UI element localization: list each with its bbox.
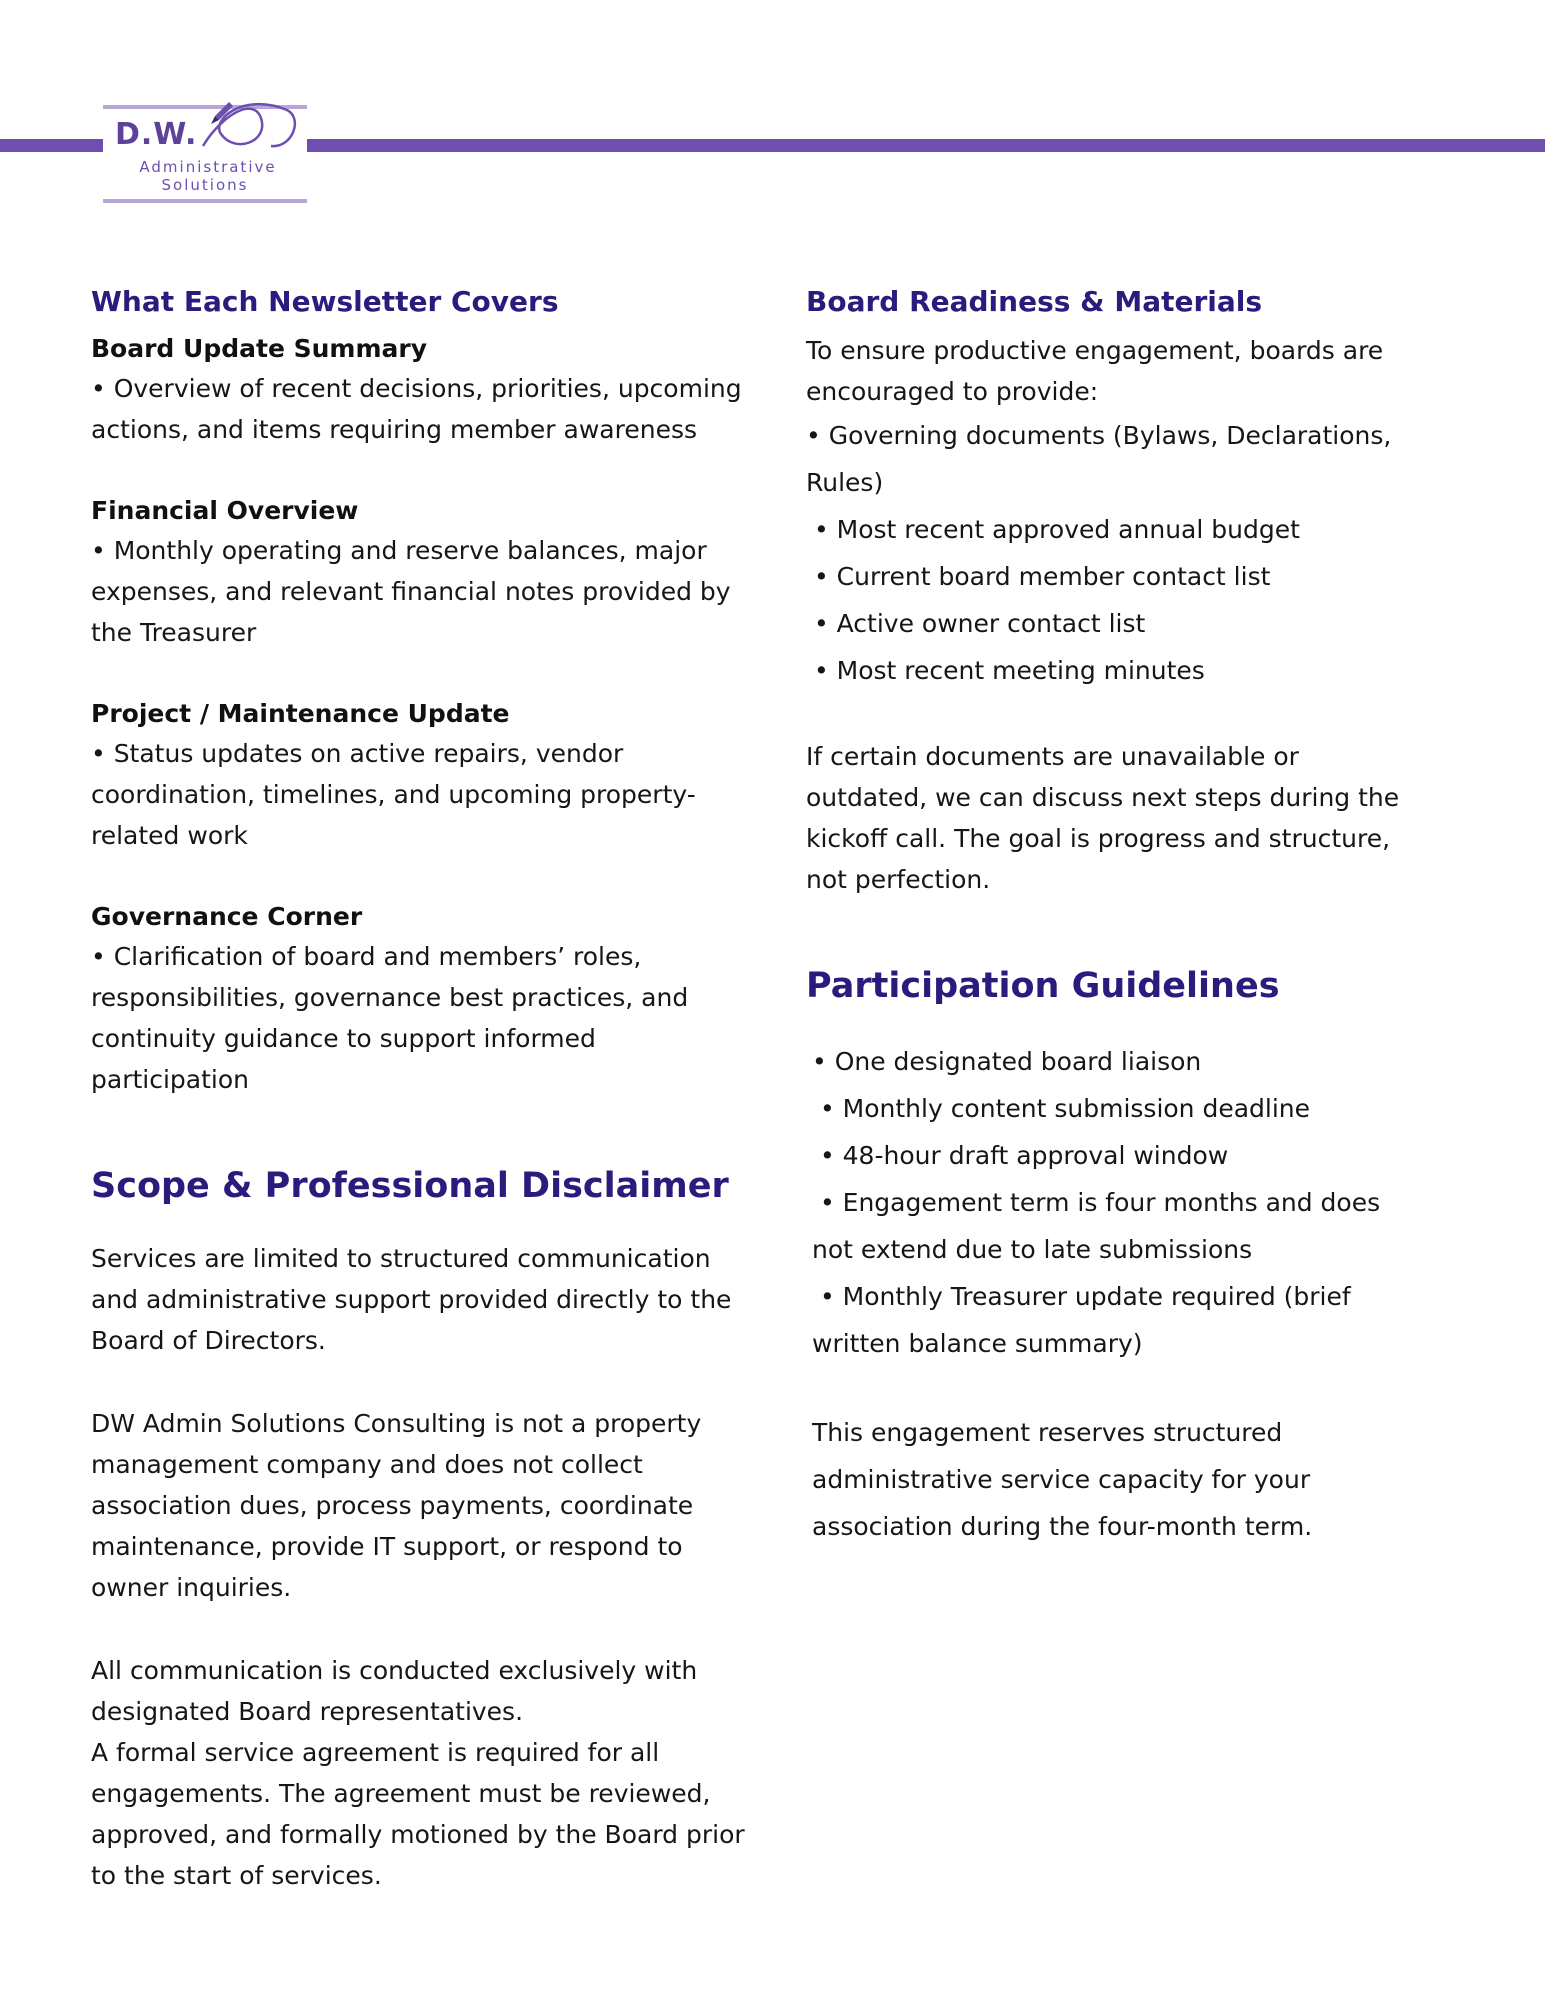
newsletter-item-governance xyxy=(91,898,751,1100)
newsletter-item-body: • Status updates on active repairs, vendor coordination, timelines, and upcoming property-related work xyxy=(91,739,696,850)
newsletter-item-heading: Financial Overview xyxy=(91,496,359,525)
list-item: • Governing documents (Bylaws, Declarations, Rules) xyxy=(806,421,1392,497)
scope-paragraph: Services are limited to structured communication and administrative support provided directly to the Board of Directors. xyxy=(91,1244,732,1355)
newsletter-item-heading: Governance Corner xyxy=(91,902,363,931)
list-item: • Monthly Treasurer update required (brief written balance summary) xyxy=(812,1282,1359,1358)
materials-list xyxy=(806,412,1426,694)
disclaimer-paragraph: DW Admin Solutions Consulting is not a property management company and does not collect association dues, process payments, coordinate maintenance, provide IT support, or respond to owner inquiries. xyxy=(91,1409,702,1602)
readiness-intro: To ensure productive engagement, boards are encouraged to provide: xyxy=(806,336,1384,406)
logo-tagline-line1: Administrative xyxy=(139,158,277,176)
newsletter-item-financial xyxy=(91,492,751,653)
guidelines-list xyxy=(806,1038,1426,1367)
list-item: • Current board member contact list xyxy=(806,562,1271,591)
closing-paragraph: This engagement reserves structured administrative service capacity for your association during the four-month term. xyxy=(812,1418,1313,1541)
newsletter-item-board-update xyxy=(91,330,751,450)
newsletter-item-body: • Monthly operating and reserve balances, major expenses, and relevant financial notes provided by the Treasurer xyxy=(91,536,731,647)
communication-paragraph: All communication is conducted exclusively with designated Board representatives. xyxy=(91,1656,698,1726)
logo xyxy=(103,96,307,208)
scope-disclaimer-heading: Scope & Professional Disclaimer xyxy=(91,1166,729,1206)
participation-guidelines-heading: Participation Guidelines xyxy=(806,966,1280,1006)
logo-tagline-line2: Solutions xyxy=(161,176,249,194)
newsletter-item-body: • Clarification of board and members’ roles, responsibilities, governance best practices, and continuity guidance to support informed participation xyxy=(91,942,689,1094)
list-item: • 48-hour draft approval window xyxy=(812,1141,1229,1170)
list-item: • Monthly content submission deadline xyxy=(812,1094,1311,1123)
logo-brand: D.W. xyxy=(115,117,198,152)
list-item: • Most recent meeting minutes xyxy=(806,656,1205,685)
newsletter-item-project xyxy=(91,695,751,856)
readiness-note: If certain documents are unavailable or outdated, we can discuss next steps during the kickoff call. The goal is progress and structure, not perfection. xyxy=(806,742,1400,894)
newsletter-covers-heading: What Each Newsletter Covers xyxy=(91,285,559,318)
list-item: • One designated board liaison xyxy=(812,1047,1202,1076)
right-column xyxy=(806,280,1426,1550)
list-item: • Active owner contact list xyxy=(806,609,1146,638)
newsletter-item-body: • Overview of recent decisions, priorities, upcoming actions, and items requiring member awareness xyxy=(91,374,742,444)
board-readiness-heading: Board Readiness & Materials xyxy=(806,285,1263,318)
list-item: • Most recent approved annual budget xyxy=(806,515,1300,544)
agreement-paragraph: A formal service agreement is required for all engagements. The agreement must be reviewed, approved, and formally motioned by the Board prior to the start of services. xyxy=(91,1738,745,1890)
newsletter-item-heading: Board Update Summary xyxy=(91,334,427,363)
newsletter-item-heading: Project / Maintenance Update xyxy=(91,699,510,728)
left-column xyxy=(91,280,751,1896)
list-item: • Engagement term is four months and does not extend due to late submissions xyxy=(812,1188,1389,1264)
